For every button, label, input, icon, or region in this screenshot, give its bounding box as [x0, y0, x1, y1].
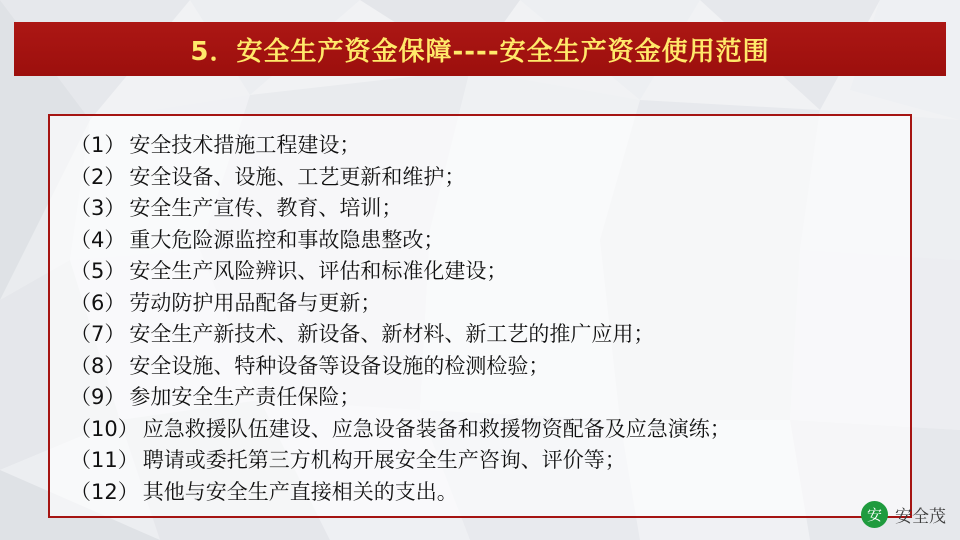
list-item-text: 应急救援队伍建设、应急设备装备和救援物资配备及应急演练； — [142, 416, 731, 441]
list-item — [70, 288, 900, 320]
brand-logo-icon: 安 — [861, 501, 888, 528]
list-item-text: 安全生产风险辨识、评估和标准化建设； — [129, 259, 508, 283]
list-item-text: 安全设施、特种设备等设备设施的检测检验； — [129, 353, 550, 378]
list-item — [70, 351, 900, 383]
list-item-text: 安全设备、设施、工艺更新和维护； — [129, 164, 466, 189]
list-item-number: （8） — [70, 353, 126, 378]
list-item-number: （12） — [70, 479, 139, 504]
list-item-text: 安全生产新技术、新设备、新材料、新工艺的推广应用； — [129, 322, 655, 346]
list-item — [70, 256, 900, 288]
list-item-text: 聘请或委托第三方机构开展安全生产咨询、评价等； — [142, 448, 626, 472]
list-item — [70, 477, 900, 509]
list-item-text: 劳动防护用品配备与更新； — [129, 290, 382, 315]
list-item-number: （9） — [70, 385, 126, 409]
watermark-text: 安全茂 — [895, 507, 946, 527]
list-item — [70, 193, 900, 225]
list-item — [70, 162, 900, 194]
list-item-number: （4） — [70, 227, 126, 252]
list-item-number: （11） — [70, 448, 139, 472]
list-item-number: （2） — [70, 164, 126, 189]
page-title: 5．安全生产资金保障----安全生产资金使用范围 — [190, 36, 770, 67]
list-item — [70, 382, 900, 414]
list-item-text: 安全生产宣传、教育、培训； — [129, 196, 403, 220]
list-item-text: 安全技术措施工程建设； — [129, 133, 361, 157]
list-item-text: 重大危险源监控和事故隐患整改； — [129, 227, 445, 252]
list-item-number: （5） — [70, 259, 126, 283]
list-item — [70, 445, 900, 477]
list-item-number: （3） — [70, 196, 126, 220]
list-item-number: （10） — [70, 416, 139, 441]
list-item-number: （1） — [70, 133, 126, 157]
list-item — [70, 130, 900, 162]
list-item — [70, 414, 900, 446]
list-item-number: （6） — [70, 290, 126, 315]
list-item-text: 其他与安全生产直接相关的支出。 — [142, 479, 458, 504]
content-panel — [48, 114, 912, 518]
list-item-text: 参加安全生产责任保险； — [129, 385, 361, 409]
watermark — [861, 501, 946, 528]
list-item-number: （7） — [70, 322, 126, 346]
list-item — [70, 319, 900, 351]
scope-item-list — [70, 130, 900, 508]
slide-title-bar — [14, 22, 946, 76]
list-item — [70, 225, 900, 257]
